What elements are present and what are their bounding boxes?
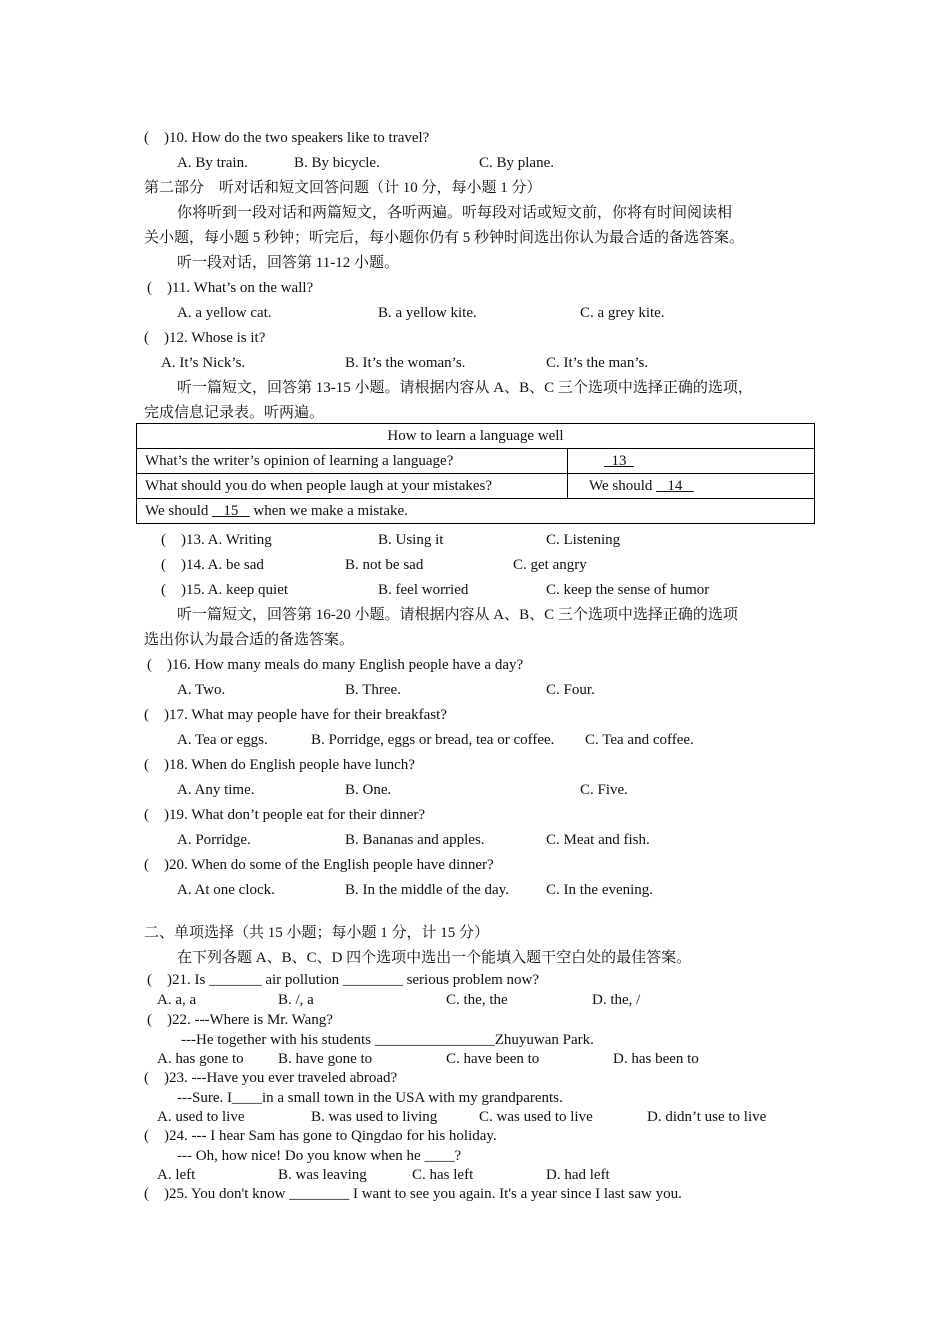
q13-option-b: B. Using it — [378, 532, 444, 548]
q19-option-b: B. Bananas and apples. — [345, 832, 485, 848]
q14-option-b: B. not be sad — [345, 557, 424, 573]
q20-option-c: C. In the evening. — [546, 882, 654, 898]
q15-stem: ( )15. A. keep quiet — [161, 582, 289, 598]
q22-option-c: C. have been to — [446, 1051, 540, 1067]
q23-line2: ---Sure. I____in a small town in the USA with my grandparents. — [177, 1090, 563, 1106]
q10-option-a: A. By train. — [177, 155, 248, 171]
q15-option-b: B. feel worried — [378, 582, 469, 598]
q11-option-c: C. a grey kite. — [580, 305, 665, 321]
q14-stem: ( )14. A. be sad — [161, 557, 264, 573]
q16-option-a: A. Two. — [177, 682, 226, 698]
q16-stem: ( )16. How many meals do many English people have a day? — [147, 657, 524, 673]
q18-option-c: C. Five. — [580, 782, 628, 798]
blank-14: 14 — [667, 477, 683, 494]
q15-option-c: C. keep the sense of humor — [546, 582, 710, 598]
q10-option-b: B. By bicycle. — [294, 155, 380, 171]
q13-stem: ( )13. A. Writing — [161, 532, 272, 548]
passage2-intro-line2: 选出你认为最合适的备选答案。 — [144, 632, 355, 648]
info-record-table — [136, 423, 815, 524]
q23-option-c: C. was used to live — [479, 1109, 593, 1125]
q19-option-c: C. Meat and fish. — [546, 832, 650, 848]
part2-intro-line2: 关小题，每小题 5 秒钟；听完后，每小题你仍有 5 秒钟时间选出你认为最合适的备选答案。 — [144, 230, 745, 246]
q22-line2: ---He together with his students ________________Zhuyuwan Park. — [181, 1032, 594, 1048]
table-row2-question: What should you do when people laugh at your mistakes? — [137, 474, 568, 499]
table-title: How to learn a language well — [137, 424, 815, 449]
q20-option-b: B. In the middle of the day. — [345, 882, 509, 898]
q24-option-b: B. was leaving — [278, 1167, 367, 1183]
q18-option-b: B. One. — [345, 782, 392, 798]
q24-option-a: A. left — [157, 1167, 196, 1183]
table-row3: We should 15 when we make a mistake. — [137, 499, 815, 524]
q23-stem: ( )23. ---Have you ever traveled abroad? — [144, 1070, 398, 1086]
q21-option-a: A. a, a — [157, 992, 197, 1008]
section2-intro: 在下列各题 A、B、C、D 四个选项中选出一个能填入题干空白处的最佳答案。 — [177, 950, 692, 966]
q23-option-a: A. used to live — [157, 1109, 245, 1125]
dialog-intro: 听一段对话，回答第 11-12 小题。 — [177, 255, 399, 271]
section2-title: 二、单项选择（共 15 小题；每小题 1 分，计 15 分） — [144, 925, 490, 941]
q23-option-b: B. was used to living — [311, 1109, 438, 1125]
blank-13: 13 — [611, 452, 627, 469]
q20-option-a: A. At one clock. — [177, 882, 275, 898]
q21-option-b: B. /, a — [278, 992, 314, 1008]
q11-option-a: A. a yellow cat. — [177, 305, 272, 321]
q10-option-c: C. By plane. — [479, 155, 554, 171]
q22-option-d: D. has been to — [613, 1051, 699, 1067]
q13-option-c: C. Listening — [546, 532, 621, 548]
table-row1-question: What’s the writer’s opinion of learning a language? — [137, 449, 568, 474]
q18-stem: ( )18. When do English people have lunch? — [144, 757, 415, 773]
q16-option-b: B. Three. — [345, 682, 401, 698]
q18-option-a: A. Any time. — [177, 782, 255, 798]
table-row2-answer: We should 14 — [568, 474, 815, 499]
q17-option-b: B. Porridge, eggs or bread, tea or coffee. — [311, 732, 555, 748]
q12-option-c: C. It’s the man’s. — [546, 355, 649, 371]
part2-title: 第二部分 听对话和短文回答问题（计 10 分，每小题 1 分） — [144, 180, 542, 196]
q22-stem: ( )22. ---Where is Mr. Wang? — [147, 1012, 333, 1028]
q22-option-a: A. has gone to — [157, 1051, 244, 1067]
q17-option-a: A. Tea or eggs. — [177, 732, 268, 748]
q12-stem: ( )12. Whose is it? — [144, 330, 266, 346]
q16-option-c: C. Four. — [546, 682, 595, 698]
q17-option-c: C. Tea and coffee. — [585, 732, 694, 748]
q19-option-a: A. Porridge. — [177, 832, 251, 848]
q20-stem: ( )20. When do some of the English people have dinner? — [144, 857, 494, 873]
blank-15: 15 — [223, 502, 239, 519]
q12-option-a: A. It’s Nick’s. — [161, 355, 246, 371]
q21-option-d: D. the, / — [592, 992, 641, 1008]
q17-stem: ( )17. What may people have for their breakfast? — [144, 707, 447, 723]
q10-stem: ( )10. How do the two speakers like to travel? — [144, 130, 430, 146]
q14-option-c: C. get angry — [513, 557, 587, 573]
q24-line2: --- Oh, how nice! Do you know when he ____? — [177, 1148, 462, 1164]
q21-option-c: C. the, the — [446, 992, 508, 1008]
q24-option-d: D. had left — [546, 1167, 610, 1183]
q12-option-b: B. It’s the woman’s. — [345, 355, 466, 371]
q11-option-b: B. a yellow kite. — [378, 305, 477, 321]
q21-stem: ( )21. Is _______ air pollution ________ serious problem now? — [147, 972, 540, 988]
q24-option-c: C. has left — [412, 1167, 474, 1183]
q11-stem: ( )11. What’s on the wall? — [147, 280, 314, 296]
passage2-intro-line1: 听一篇短文，回答第 16-20 小题。请根据内容从 A、B、C 三个选项中选择正确的选项 — [177, 607, 738, 623]
table-row1-answer — [568, 449, 815, 474]
q25-stem: ( )25. You don't know ________ I want to see you again. It's a year since I last saw you. — [144, 1186, 682, 1202]
q22-option-b: B. have gone to — [278, 1051, 373, 1067]
q23-option-d: D. didn’t use to live — [647, 1109, 767, 1125]
passage1-intro-line1: 听一篇短文，回答第 13-15 小题。请根据内容从 A、B、C 三个选项中选择正确的选项， — [177, 380, 753, 396]
q19-stem: ( )19. What don’t people eat for their dinner? — [144, 807, 426, 823]
passage1-intro-line2: 完成信息记录表。听两遍。 — [144, 405, 325, 421]
q24-stem: ( )24. --- I hear Sam has gone to Qingdao for his holiday. — [144, 1128, 497, 1144]
part2-intro-line1: 你将听到一段对话和两篇短文，各听两遍。听每段对话或短文前，你将有时间阅读相 — [177, 205, 733, 221]
